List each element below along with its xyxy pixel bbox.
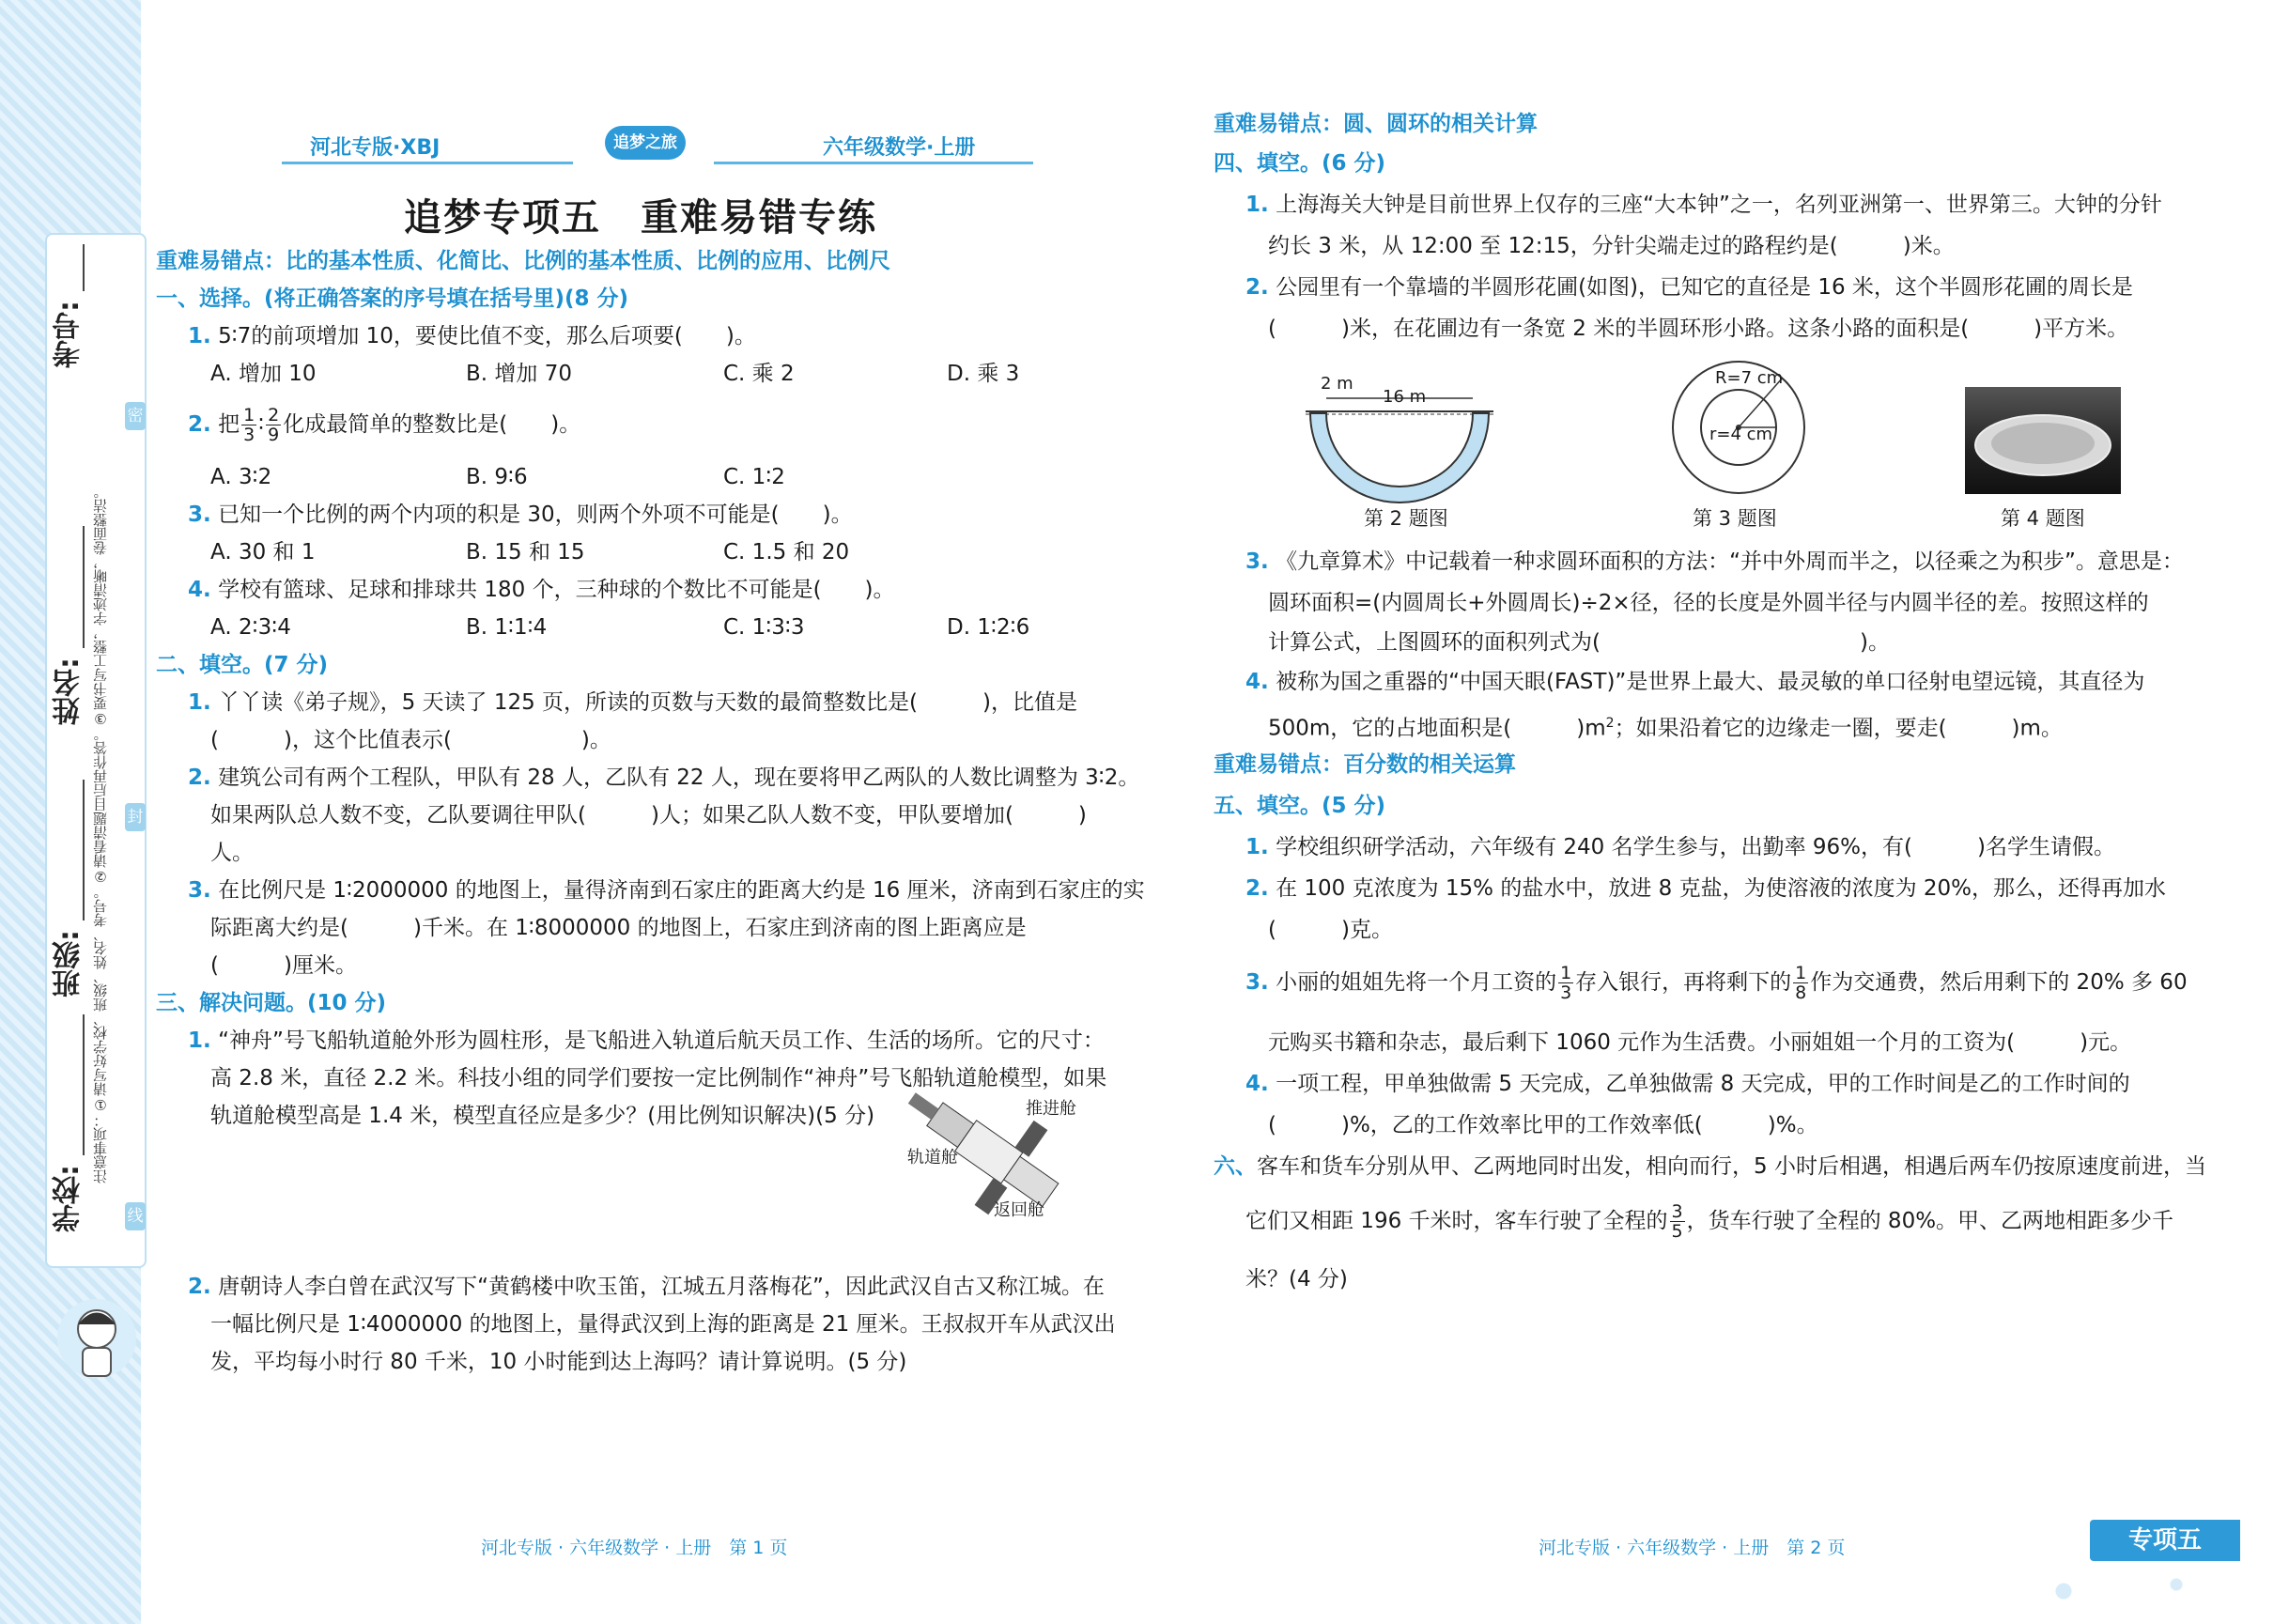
problem-q2-line3: 发，平均每小时行 80 千米，10 小时能到达上海吗？请计算说明。(5 分) [210, 1350, 907, 1374]
q-text-post: 化成最简单的整数比是( )。 [283, 412, 581, 437]
section-fill-percent: 五、填空。(5 分) [1214, 794, 1386, 818]
q-text-part1: 它们又相距 196 千米时，客车行驶了全程的 [1245, 1209, 1668, 1233]
circle-q1-line2: 约长 3 米，从 12:00 至 12:15，分针尖端走过的路程约是( )米。 [1268, 234, 1955, 258]
fraction-one-eighth: $\frac{1}{8}$ [1795, 963, 1807, 1003]
circle-q1 [1245, 186, 2162, 224]
exam-number-label: 考号: [53, 301, 85, 368]
q-number: 3. [1245, 970, 1269, 995]
circle-q2 [1245, 269, 2133, 306]
fraction-one-third: $\frac{1}{3}$ [243, 405, 255, 445]
option-c[interactable]: C. 乘 2 [723, 362, 795, 386]
circle-q4-line2 [1268, 704, 2063, 748]
q-text-line1: 一项工程，甲单独做需 5 天完成，乙单独做需 8 天完成，甲的工作时间是乙的工作时间的 [1276, 1072, 2130, 1096]
seal-mi: 密 [125, 402, 146, 430]
q-number: 3. [188, 503, 211, 527]
section-number: 六、 [1214, 1154, 1257, 1179]
problem-q2-line2: 一幅比例尺是 1∶4000000 的地图上，量得武汉到上海的距离是 21 厘米。王叔叔开车从武汉出 [210, 1312, 1116, 1337]
problem-q2 [188, 1268, 1105, 1306]
mascot-image [54, 1287, 139, 1390]
q-text-part1: 500m，它的占地面积是( )m [1268, 716, 1606, 741]
q-text-line1: 《九章算术》中记载着一种求圆环面积的方法：“并中外周而半之，以径乘之为积步”。意思是： [1276, 549, 2184, 574]
circle-q4 [1245, 663, 2144, 701]
fraction-three-fifths: $\frac{3}{5}$ [1671, 1201, 1683, 1242]
section-fill-circle: 四、填空。(6 分) [1214, 151, 1386, 176]
fill-q2 [188, 759, 1139, 797]
q-number: 4. [1245, 670, 1269, 694]
header-rule-left [282, 162, 573, 164]
footer-page-2: 河北专版 · 六年级数学 · 上册 第 2 页 [1539, 1538, 1846, 1558]
q-text: 5∶7的前项增加 10，要使比值不变，那么后项要( )。 [218, 324, 756, 348]
q-number: 1. [188, 1029, 211, 1053]
q-number: 3. [1245, 549, 1269, 574]
option-c[interactable]: C. 1.5 和 20 [723, 540, 850, 565]
fill-q2-line2: 如果两队总人数不变，乙队要调往甲队( )人；如果乙队人数不变，甲队要增加( ) [210, 803, 1087, 827]
choice-q1 [188, 317, 756, 355]
option-a[interactable]: A. 30 和 1 [210, 540, 316, 565]
option-b[interactable]: B. 增加 70 [466, 362, 572, 386]
option-a[interactable]: A. 增加 10 [210, 362, 317, 386]
choice-q2 [188, 406, 580, 444]
section-tag: 专项五 [2090, 1520, 2240, 1561]
q-text-line1: 唐朝诗人李白曾在武汉写下“黄鹤楼中吹玉笛，江城五月落梅花”，因此武汉自古又称江城。在 [218, 1275, 1105, 1299]
fill-q1 [188, 684, 1077, 721]
problem-q1-line2: 高 2.8 米，直径 2.2 米。科技小组的同学们要按一定比例制作“神舟”号飞船轨道舱模型，如果 [210, 1066, 1107, 1090]
circle-q3 [1245, 543, 2184, 580]
fig4-caption: 第 4 题图 [2001, 507, 2085, 530]
option-b[interactable]: B. 9∶6 [466, 465, 528, 489]
circle-q2-line2: ( )米，在花圃边有一条宽 2 米的半圆环形小路。这条小路的面积是( )平方米。 [1268, 317, 2129, 341]
name-label: 姓名: [53, 657, 85, 725]
q-text-pre: 小丽的姐姐先将一个月工资的 [1276, 970, 1557, 995]
section-problems: 三、解决问题。(10 分) [156, 991, 387, 1015]
ratio-colon: ∶ [258, 412, 265, 437]
fig3-inner-radius: r=4 cm [1709, 425, 1773, 444]
q-text-line1: 被称为国之重器的“中国天眼(FAST)”是世界上最大、最灵敏的单口径射电望远镜，其直径为 [1276, 670, 2145, 694]
circle-q3-line2: 圆环面积=(内圆周长+外圆周长)÷2×径，径的长度是外圆半径与内圆半径的差。按照这样的 [1268, 591, 2149, 615]
circle-q3-line3: 计算公式，上图圆环的面积列式为( )。 [1268, 630, 1890, 655]
option-a[interactable]: A. 3∶2 [210, 465, 272, 489]
percent-q3-line2: 元购买书籍和杂志，最后剩下 1060 元作为生活费。小丽姐姐一个月的工资为( )元。 [1268, 1030, 2132, 1055]
q-number: 1. [1245, 193, 1269, 217]
q-text-line1: 公园里有一个靠墙的半圆形花圃(如图)，已知它的直径是 16 米，这个半圆形花圃的周长是 [1276, 275, 2133, 300]
option-c[interactable]: C. 1∶2 [723, 465, 785, 489]
q-number: 2. [1245, 275, 1269, 300]
section-six-line3: 米？(4 分) [1245, 1267, 1348, 1291]
q-number: 1. [188, 690, 211, 715]
superscript: 2 [1605, 716, 1615, 731]
q-text-line1: 丫丫读《弟子规》，5 天读了 125 页，所读的页数与天数的最简整数比是( )，比值是 [218, 690, 1077, 715]
q-text-line1: “神舟”号飞船轨道舱外形为圆柱形，是飞船进入轨道后航天员工作、生活的场所。它的尺寸： [218, 1029, 1105, 1053]
section-choice: 一、选择。(将正确答案的序号填在括号里)(8 分) [156, 286, 629, 311]
fig2-width-label: 2 m [1321, 374, 1353, 394]
name-line [83, 526, 85, 648]
q-number: 2. [188, 1275, 211, 1299]
fill-q3-line3: ( )厘米。 [210, 953, 357, 978]
fraction-two-ninths: $\frac{2}{9}$ [268, 405, 280, 445]
fig2-caption: 第 2 题图 [1364, 507, 1448, 530]
problem-q1-line3: 轨道舱模型高是 1.4 米，模型直径应是多少？(用比例知识解决)(5 分) [210, 1104, 875, 1128]
fraction-one-third: $\frac{1}{3}$ [1560, 963, 1572, 1003]
class-line [83, 780, 85, 920]
q-number: 2. [188, 412, 211, 437]
header-subject: 六年级数学·上册 [823, 136, 976, 160]
q-number: 2. [1245, 876, 1269, 901]
fill-q2-line3: 人。 [210, 841, 254, 865]
percent-q2 [1245, 870, 2166, 907]
option-b[interactable]: B. 1∶1∶4 [466, 615, 548, 640]
choice-q4 [188, 571, 895, 609]
q-text-line1: 在比例尺是 1∶2000000 的地图上，量得济南到石家庄的距离大约是 16 厘米，济南到石家庄的实 [218, 878, 1145, 903]
focus-point-circle: 重难易错点：圆、圆环的相关计算 [1214, 112, 1538, 136]
q-number: 4. [1245, 1072, 1269, 1096]
option-b[interactable]: B. 15 和 15 [466, 540, 585, 565]
fig3-outer-radius: R=7 cm [1715, 368, 1784, 388]
seal-xian: 线 [125, 1202, 146, 1230]
focus-point-ratio: 重难易错点：比的基本性质、化简比、比例的基本性质、比例的应用、比例尺 [156, 249, 890, 273]
seal-feng: 封 [125, 803, 146, 831]
fill-q1-line2: ( )，这个比值表示( )。 [210, 728, 611, 752]
q-text-pre: 把 [218, 412, 240, 437]
header-rule-right [714, 162, 1033, 164]
label-propulsion-module: 推进舱 [1026, 1099, 1076, 1119]
option-d[interactable]: D. 1∶2∶6 [947, 615, 1030, 640]
footer-page-1: 河北专版 · 六年级数学 · 上册 第 1 页 [481, 1538, 788, 1558]
q-number: 1. [188, 324, 211, 348]
exam-number-line [83, 244, 85, 291]
fast-telescope-photo [1965, 387, 2121, 494]
section-fill-ratio: 二、填空。(7 分) [156, 653, 329, 677]
q-number: 1. [1245, 835, 1269, 859]
class-label: 班级: [53, 930, 85, 998]
percent-q1 [1245, 828, 2115, 866]
option-c[interactable]: C. 1∶3∶3 [723, 615, 805, 640]
option-d[interactable]: D. 乘 3 [947, 362, 1020, 386]
q-text-line1: 上海海关大钟是目前世界上仅存的三座“大本钟”之一，名列亚洲第一、世界第三。大钟的分针 [1276, 193, 2162, 217]
q-text-post: 作为交通费，然后用剩下的 20% 多 60 [1810, 970, 2188, 995]
q-text-part2: ；如果沿着它的边缘走一圈，要走( )m。 [1614, 716, 2063, 741]
section-six-line2 [1245, 1202, 2173, 1241]
notice-text: 注意事项：①请写好学校、班级、姓名、考号。②请看清题目后再作答。③要书写工整，字迹清晰，卷面整洁。 [92, 485, 109, 1183]
fill-q3 [188, 872, 1145, 909]
q-text-part2: ，货车行驶了全程的 80%。甲、乙两地相距多少千 [1686, 1209, 2174, 1233]
label-return-module: 返回舱 [994, 1200, 1044, 1220]
section-six-problem [1214, 1148, 2206, 1185]
focus-point-percent: 重难易错点：百分数的相关运算 [1214, 752, 1516, 777]
q-text: 学校组织研学活动，六年级有 240 名学生参与，出勤率 96%，有( )名学生请假。 [1276, 835, 2115, 859]
percent-q4 [1245, 1065, 2130, 1103]
percent-q2-line2: ( )克。 [1268, 918, 1393, 942]
q-number: 3. [188, 878, 211, 903]
school-label: 学校: [53, 1165, 85, 1232]
q-text-line1: 在 100 克浓度为 15% 的盐水中，放进 8 克盐，为使溶液的浓度为 20%，那么，还得再加水 [1276, 876, 2167, 901]
page-title: 追梦专项五 重难易错专练 [404, 196, 877, 240]
percent-q3 [1245, 964, 2188, 1002]
fig3-caption: 第 3 题图 [1693, 507, 1777, 530]
q-number: 4. [188, 578, 211, 602]
choice-q3 [188, 496, 853, 534]
q-text-line1: 建筑公司有两个工程队，甲队有 28 人，乙队有 22 人，现在要将甲乙两队的人数比调整为 3∶2。 [218, 766, 1140, 790]
q-text-mid: 存入银行，再将剩下的 [1575, 970, 1792, 995]
fig2-diameter-label: 16 m [1383, 387, 1427, 407]
series-logo: 追梦之旅 [605, 126, 686, 160]
fill-q3-line2: 际距离大约是( )千米。在 1∶8000000 的地图上，石家庄到济南的图上距离应是 [210, 916, 1027, 940]
option-a[interactable]: A. 2∶3∶4 [210, 615, 291, 640]
q-number: 2. [188, 766, 211, 790]
problem-q1 [188, 1022, 1105, 1059]
header-edition: 河北专版·XBJ [310, 136, 441, 160]
label-orbital-module: 轨道舱 [907, 1148, 958, 1168]
q-text: 学校有篮球、足球和排球共 180 个，三种球的个数比不可能是( )。 [218, 578, 895, 602]
decorative-dots [2007, 1558, 2289, 1624]
q-text: 已知一个比例的两个内项的积是 30，则两个外项不可能是( )。 [218, 503, 853, 527]
school-line [83, 1014, 85, 1155]
percent-q4-line2: ( )%，乙的工作效率比甲的工作效率低( )%。 [1268, 1113, 1818, 1137]
q-text-line1: 客车和货车分别从甲、乙两地同时出发，相向而行，5 小时后相遇，相遇后两车仍按原速度前进，当 [1257, 1154, 2206, 1179]
